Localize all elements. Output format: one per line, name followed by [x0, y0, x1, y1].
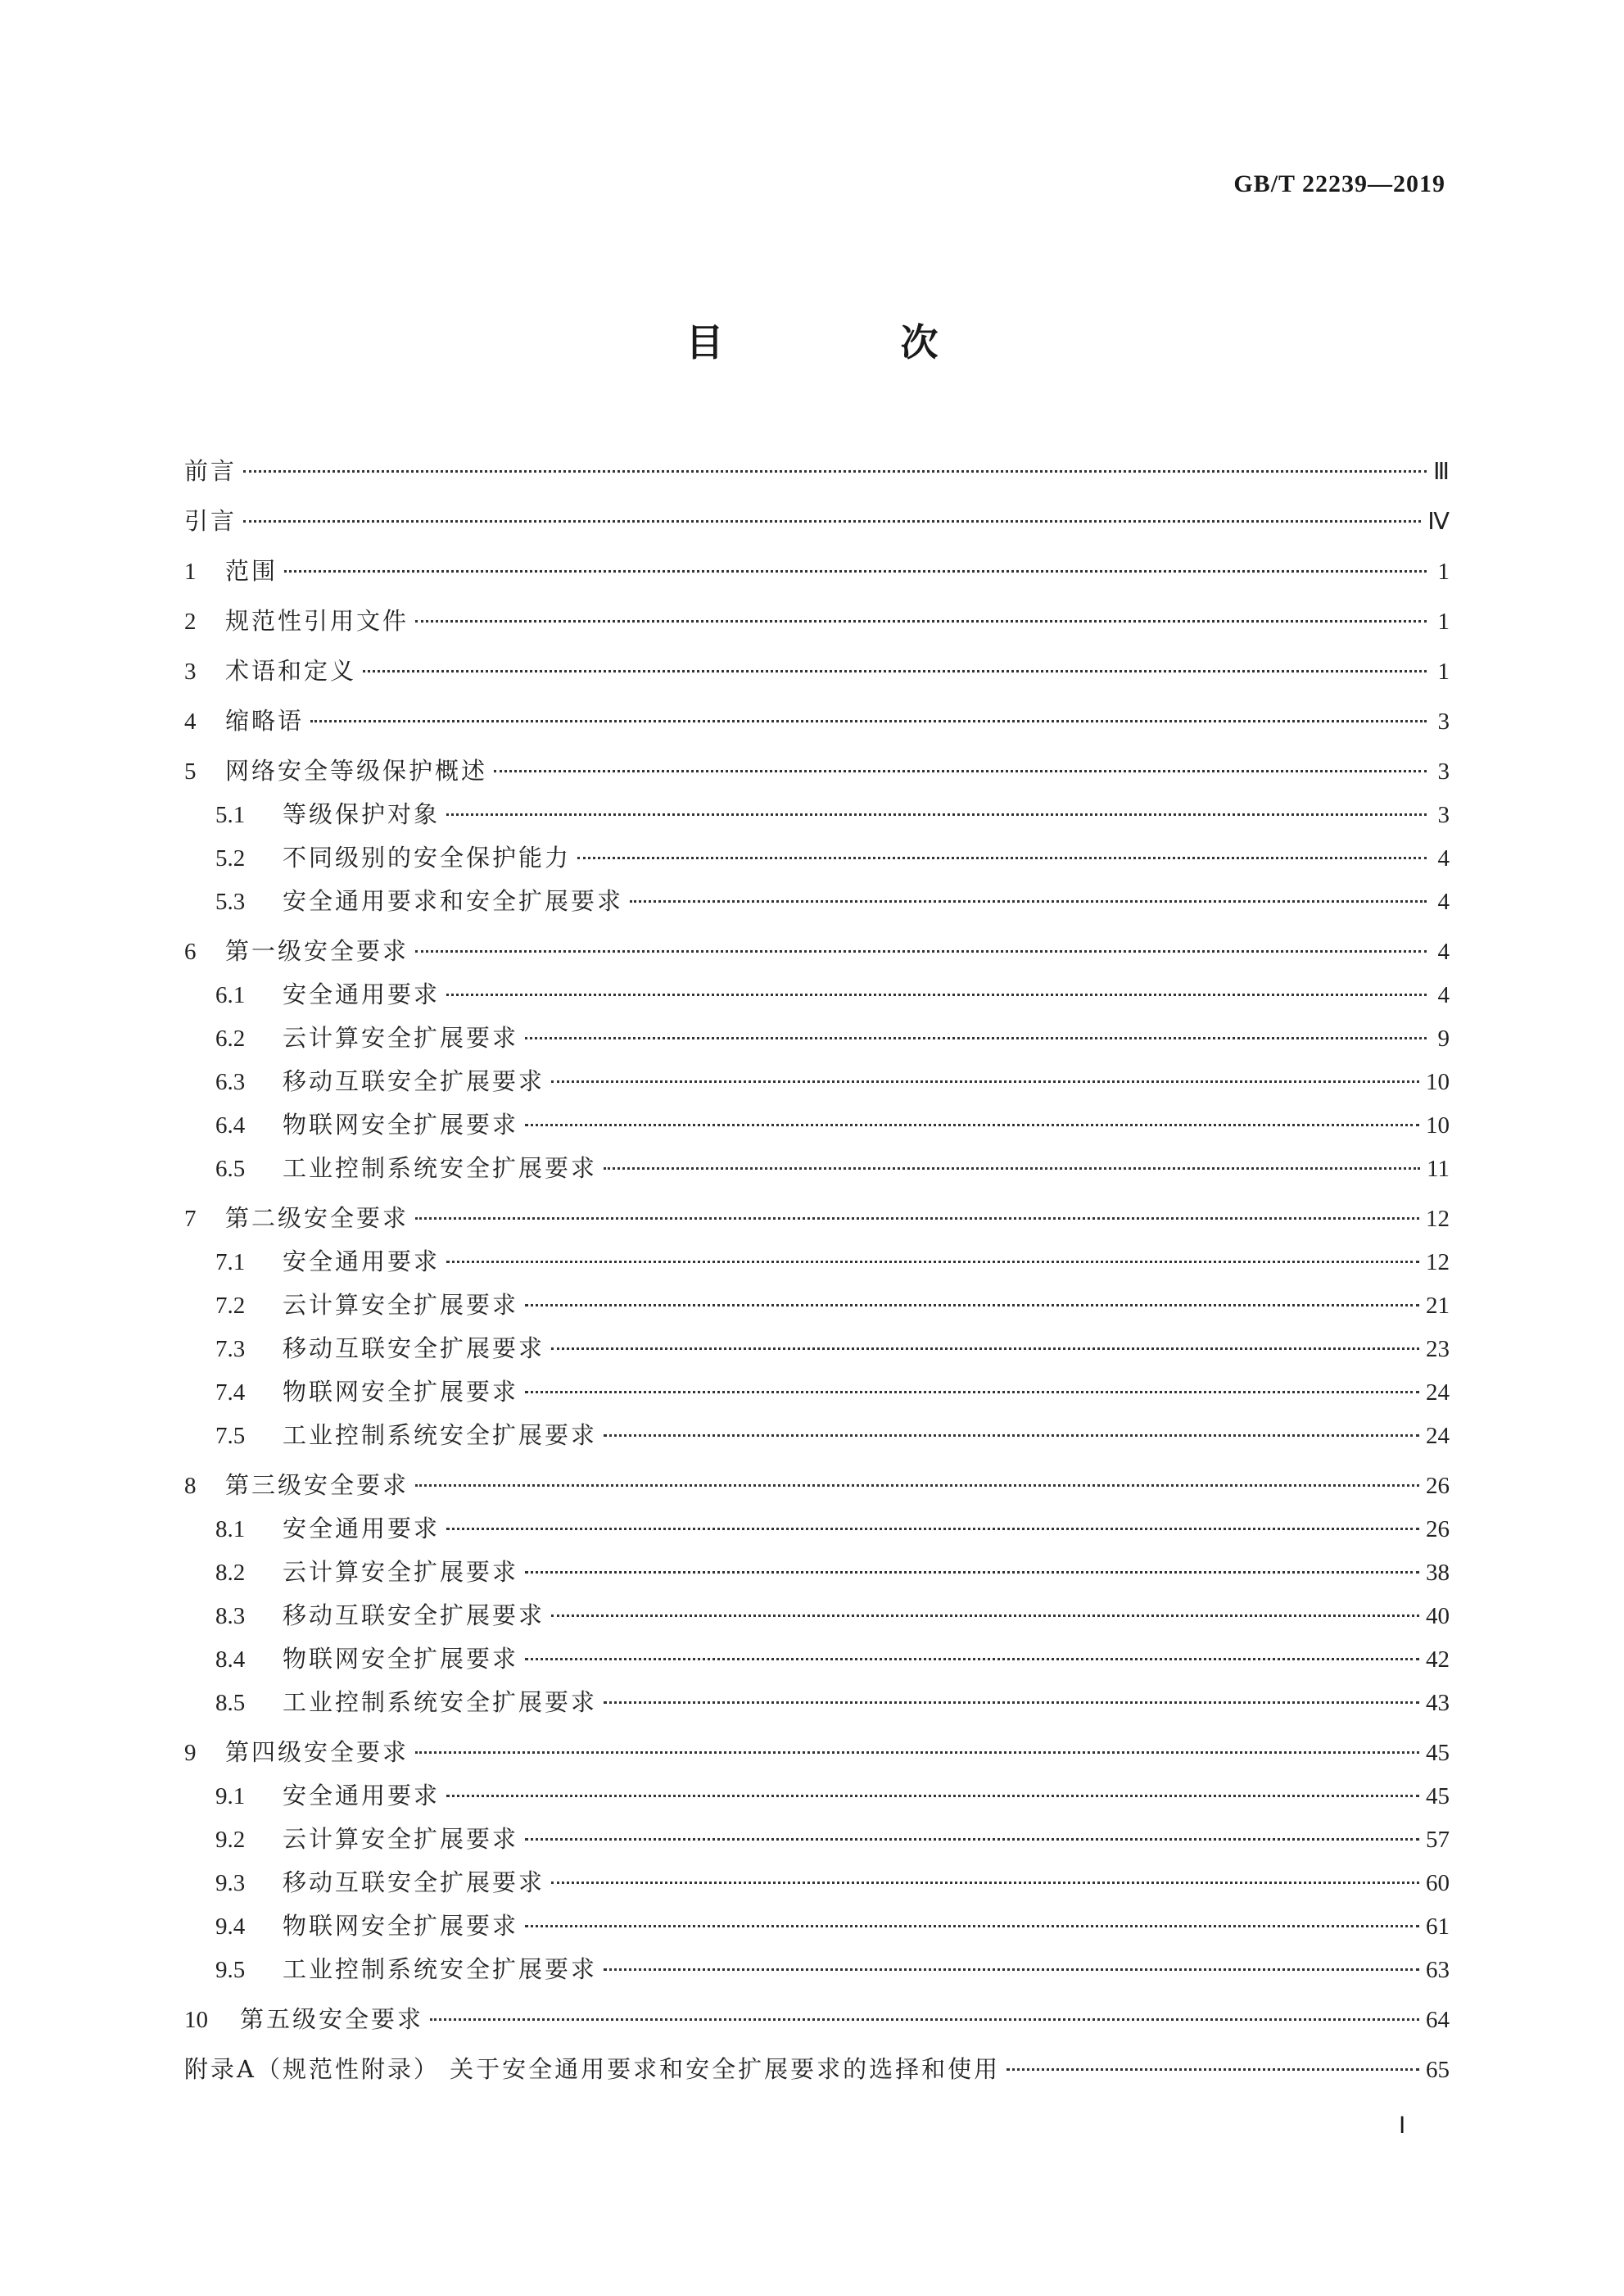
toc-subentry[interactable]	[184, 1823, 1450, 1866]
toc-entry-number: 8.1	[215, 1516, 246, 1542]
toc-entry-number: 6	[184, 939, 197, 965]
toc-subentry[interactable]	[184, 841, 1450, 885]
dot-leader	[415, 1750, 1419, 1754]
toc-entry[interactable]	[184, 704, 1450, 748]
toc-entry-number: 6.1	[215, 982, 246, 1008]
toc-entry-page: 61	[1426, 1913, 1450, 1940]
toc-subentry[interactable]	[184, 1065, 1450, 1108]
toc-entry-page: 12	[1426, 1206, 1450, 1232]
toc-entry-label: 网络安全等级保护概述	[225, 757, 488, 785]
toc-entry-page: 4	[1437, 845, 1450, 872]
dot-leader	[525, 1390, 1419, 1393]
toc-subentry[interactable]	[184, 1909, 1450, 1953]
toc-subentry[interactable]	[184, 1288, 1450, 1332]
toc-entry[interactable]	[184, 1469, 1450, 1512]
toc-subentry[interactable]	[184, 1953, 1450, 1996]
toc-entry-label: 移动互联安全扩展要求	[283, 1868, 545, 1896]
toc-entry-number: 9.4	[215, 1913, 246, 1940]
dot-leader	[551, 1881, 1419, 1884]
toc-entry-label: 安全通用要求	[283, 1515, 441, 1542]
dot-leader	[525, 1303, 1419, 1307]
toc-entry-number: 5.2	[215, 845, 246, 872]
toc-subentry[interactable]	[184, 1779, 1450, 1823]
toc-entry-number: 7.3	[215, 1336, 246, 1362]
toc-entry-number: 7.4	[215, 1379, 246, 1406]
toc-entry-label: 范围	[225, 557, 278, 585]
toc-entry-number: 5.3	[215, 889, 246, 915]
dot-leader	[551, 1614, 1419, 1617]
toc-entry-number: 8.2	[215, 1560, 246, 1586]
dot-leader	[525, 1570, 1419, 1574]
toc-entry-page: 12	[1426, 1249, 1450, 1275]
toc-entry-label: 移动互联安全扩展要求	[283, 1334, 545, 1362]
toc-entry-page: 64	[1426, 2007, 1450, 2033]
toc-entry-number: 9.1	[215, 1783, 246, 1809]
dot-leader	[551, 1080, 1419, 1083]
toc-entry[interactable]	[184, 654, 1450, 698]
toc-entry-number: 8	[184, 1473, 197, 1499]
toc-subentry[interactable]	[184, 1866, 1450, 1909]
toc-entry-page: 60	[1426, 1870, 1450, 1896]
toc-entry-label: 第五级安全要求	[240, 2005, 424, 2033]
dot-leader	[446, 813, 1427, 816]
toc-entry-number: 5.1	[215, 802, 246, 828]
toc-entry-page: 63	[1426, 1957, 1450, 1983]
toc-entry[interactable]	[184, 455, 1450, 498]
toc-entry-label: 术语和定义	[225, 657, 357, 685]
toc-entry-label: 第四级安全要求	[225, 1738, 409, 1766]
toc-entry-label: 前言	[184, 457, 237, 485]
dot-leader	[446, 1527, 1419, 1530]
toc-entry-page: 26	[1426, 1516, 1450, 1542]
dot-leader	[415, 1483, 1419, 1487]
dot-leader	[525, 1837, 1419, 1841]
dot-leader	[243, 469, 1427, 473]
toc-entry-page: 9	[1437, 1026, 1450, 1052]
toc-entry-number: 9.5	[215, 1957, 246, 1983]
toc-entry-number: 2	[184, 609, 197, 635]
toc-entry-page: 24	[1426, 1379, 1450, 1406]
dot-leader	[525, 1924, 1419, 1927]
dot-leader	[577, 856, 1427, 859]
toc-entry-page: 11	[1427, 1156, 1450, 1182]
toc-entry-page: 24	[1426, 1423, 1450, 1449]
toc-subentry[interactable]	[184, 1556, 1450, 1599]
dot-leader	[604, 1700, 1419, 1704]
toc-entry-page: 45	[1426, 1740, 1450, 1766]
toc-entry-number: 8.5	[215, 1690, 246, 1716]
toc-subentry[interactable]	[184, 1152, 1450, 1195]
toc-entry-number: 6.3	[215, 1069, 246, 1095]
toc-entry-number: 5	[184, 759, 197, 785]
toc-entry-number: 9	[184, 1740, 197, 1766]
toc-entry[interactable]	[184, 935, 1450, 978]
toc-entry-number: 7.2	[215, 1293, 246, 1319]
toc-entry-number: 7.1	[215, 1249, 246, 1275]
toc-entry-page: 10	[1426, 1112, 1450, 1139]
toc-entry[interactable]	[184, 1736, 1450, 1779]
toc-subentry[interactable]	[184, 1245, 1450, 1288]
toc-entry-number: 8.4	[215, 1646, 246, 1673]
toc-subentry[interactable]	[184, 978, 1450, 1021]
toc-entry-label: 安全通用要求	[283, 1782, 441, 1809]
dot-leader	[525, 1036, 1427, 1039]
dot-leader	[415, 619, 1427, 623]
table-of-contents	[184, 455, 1450, 2096]
toc-entry-number: 6.5	[215, 1156, 246, 1182]
toc-entry-label: 工业控制系统安全扩展要求	[283, 1955, 598, 1983]
toc-entry-page: 43	[1426, 1690, 1450, 1716]
dot-leader	[525, 1657, 1419, 1660]
toc-entry[interactable]	[184, 2003, 1450, 2046]
toc-entry-label: 引言	[184, 507, 237, 535]
dot-leader	[446, 1794, 1419, 1797]
toc-entry-page: 1	[1437, 659, 1450, 685]
toc-entry-number: 9.3	[215, 1870, 246, 1896]
page-title: 目 次	[685, 320, 1020, 365]
toc-entry-label: 缩略语	[225, 707, 305, 735]
toc-entry-label: 安全通用要求和安全扩展要求	[283, 887, 624, 915]
dot-leader	[1007, 2067, 1419, 2071]
toc-entry-page: 23	[1426, 1336, 1450, 1362]
toc-entry-label: 物联网安全扩展要求	[283, 1912, 519, 1940]
toc-subentry[interactable]	[184, 1512, 1450, 1556]
toc-entry-label: 不同级别的安全保护能力	[283, 844, 572, 872]
toc-entry-label: 第三级安全要求	[225, 1471, 409, 1499]
dot-leader	[446, 993, 1427, 996]
dot-leader	[630, 899, 1427, 903]
toc-entry-page: 65	[1426, 2057, 1450, 2083]
toc-entry-number: 3	[184, 659, 197, 685]
toc-subentry[interactable]	[184, 1375, 1450, 1419]
toc-entry-label: 规范性引用文件	[225, 607, 409, 635]
toc-entry-label: 安全通用要求	[283, 980, 441, 1008]
toc-subentry[interactable]	[184, 885, 1450, 928]
toc-entry-page: 3	[1437, 759, 1450, 785]
dot-leader	[551, 1347, 1419, 1350]
toc-entry-number: 6.4	[215, 1112, 246, 1139]
toc-entry-number: 9.2	[215, 1827, 246, 1853]
dot-leader	[604, 1433, 1419, 1437]
toc-entry-page: 1	[1437, 609, 1450, 635]
toc-entry[interactable]	[184, 2053, 1450, 2096]
toc-entry-page: 4	[1437, 939, 1450, 965]
toc-entry[interactable]	[184, 754, 1450, 798]
dot-leader	[415, 949, 1427, 953]
toc-entry-label: 附录A（规范性附录） 关于安全通用要求和安全扩展要求的选择和使用	[184, 2055, 1001, 2083]
page-number: Ⅰ	[1399, 2113, 1406, 2139]
toc-entry-page: 21	[1426, 1293, 1450, 1319]
dot-leader	[284, 569, 1427, 573]
dot-leader	[363, 669, 1427, 672]
toc-subentry[interactable]	[184, 1686, 1450, 1729]
toc-entry-number: 7	[184, 1206, 197, 1232]
toc-entry-page: Ⅲ	[1433, 459, 1450, 485]
toc-entry-page: 45	[1426, 1783, 1450, 1809]
toc-entry-number: 1	[184, 559, 197, 585]
toc-entry[interactable]	[184, 505, 1450, 548]
toc-entry-number: 6.2	[215, 1026, 246, 1052]
toc-subentry[interactable]	[184, 1108, 1450, 1152]
dot-leader	[243, 519, 1421, 523]
toc-entry-number: 4	[184, 709, 197, 735]
toc-entry-label: 工业控制系统安全扩展要求	[283, 1421, 598, 1449]
toc-entry-label: 安全通用要求	[283, 1248, 441, 1275]
toc-subentry[interactable]	[184, 1419, 1450, 1462]
dot-leader	[310, 719, 1427, 722]
toc-entry-label: 物联网安全扩展要求	[283, 1645, 519, 1673]
toc-entry-number: 10	[184, 2007, 208, 2033]
dot-leader	[494, 769, 1427, 772]
dot-leader	[604, 1166, 1420, 1170]
toc-subentry[interactable]	[184, 798, 1450, 841]
toc-entry-page: 4	[1437, 982, 1450, 1008]
toc-entry-page: 40	[1426, 1603, 1450, 1629]
toc-entry-label: 等级保护对象	[283, 800, 441, 828]
toc-entry-label: 第二级安全要求	[225, 1204, 409, 1232]
toc-entry-number: 8.3	[215, 1603, 246, 1629]
toc-subentry[interactable]	[184, 1642, 1450, 1686]
toc-entry-page: 38	[1426, 1560, 1450, 1586]
toc-entry-page: 10	[1426, 1069, 1450, 1095]
dot-leader	[430, 2017, 1419, 2021]
toc-entry-page: 3	[1437, 802, 1450, 828]
toc-entry-page: Ⅳ	[1427, 509, 1450, 535]
toc-subentry[interactable]	[184, 1021, 1450, 1065]
toc-entry-label: 物联网安全扩展要求	[283, 1378, 519, 1406]
toc-entry-page: 57	[1426, 1827, 1450, 1853]
toc-entry-label: 云计算安全扩展要求	[283, 1558, 519, 1586]
toc-entry-page: 42	[1426, 1646, 1450, 1673]
dot-leader	[446, 1260, 1419, 1263]
toc-entry-page: 4	[1437, 889, 1450, 915]
toc-entry-number: 7.5	[215, 1423, 246, 1449]
toc-subentry[interactable]	[184, 1599, 1450, 1642]
dot-leader	[415, 1216, 1419, 1220]
toc-entry-label: 云计算安全扩展要求	[283, 1291, 519, 1319]
toc-entry-label: 移动互联安全扩展要求	[283, 1067, 545, 1095]
toc-entry-label: 移动互联安全扩展要求	[283, 1601, 545, 1629]
toc-entry-page: 3	[1437, 709, 1450, 735]
toc-entry-label: 物联网安全扩展要求	[283, 1111, 519, 1139]
toc-entry-label: 云计算安全扩展要求	[283, 1024, 519, 1052]
dot-leader	[525, 1123, 1419, 1126]
toc-entry[interactable]	[184, 605, 1450, 648]
toc-entry-label: 第一级安全要求	[225, 937, 409, 965]
toc-entry-label: 工业控制系统安全扩展要求	[283, 1154, 598, 1182]
toc-entry-page: 1	[1437, 559, 1450, 585]
toc-subentry[interactable]	[184, 1332, 1450, 1375]
dot-leader	[604, 1968, 1419, 1971]
toc-entry-label: 云计算安全扩展要求	[283, 1825, 519, 1853]
toc-entry-label: 工业控制系统安全扩展要求	[283, 1688, 598, 1716]
toc-entry-page: 26	[1426, 1473, 1450, 1499]
standard-number: GB/T 22239—2019	[1233, 170, 1445, 197]
toc-entry[interactable]	[184, 555, 1450, 598]
toc-entry[interactable]	[184, 1202, 1450, 1245]
